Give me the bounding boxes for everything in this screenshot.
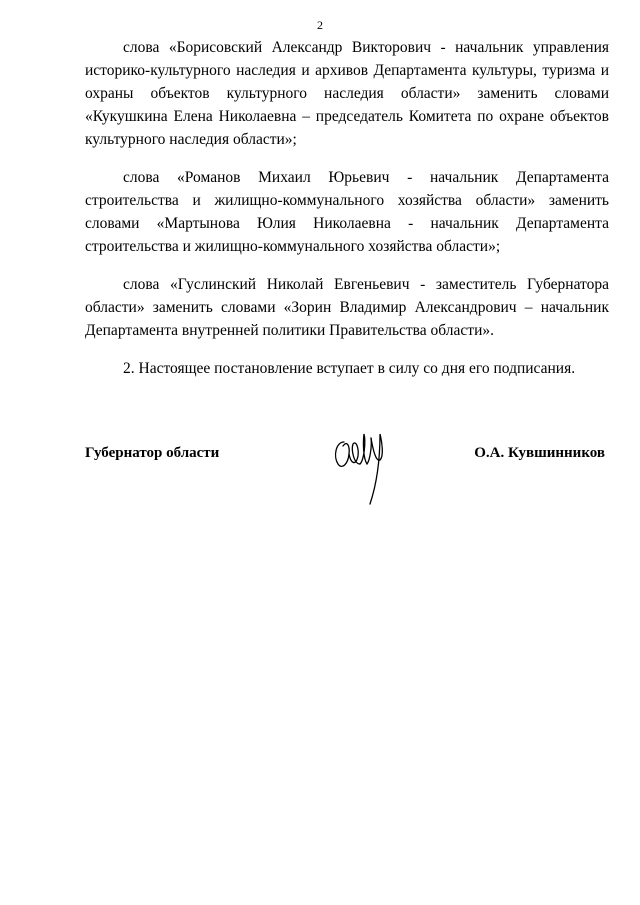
paragraph-replacement-2: слова «Романов Михаил Юрьевич - начальник Департамента строительства и жилищно-коммунального хозяйства области» заменить словами «Мартынова Юлия Николаевна - начальник Департамента строительства и жилищно-коммунального хозяйства области»; [85,169,609,255]
signatory-name: О.А. Кувшинников [474,445,605,461]
signature-block [85,420,605,510]
page-number: 2 [317,18,323,32]
paragraph-replacement-3: слова «Гуслинский Николай Евгеньевич - заместитель Губернатора области» заменить словами «Зорин Владимир Александрович – начальник Департамента внутренней политики Правительства области». [85,276,609,339]
handwritten-signature [330,420,390,508]
paragraph-replacement-1: слова «Борисовский Александр Викторович - начальник управления историко-культурного наследия и архивов Департамента культуры, туризма и охраны объектов культурного наследия области» заменить словами «Кукушкина Елена Николаевна – председатель Комитета по охране объектов культурного наследия области»; [85,39,609,148]
signatory-position: Губернатор области [85,445,220,461]
paragraph-effective-date: 2. Настоящее постановление вступает в силу со дня его подписания. [123,360,576,377]
document-body [85,36,609,395]
